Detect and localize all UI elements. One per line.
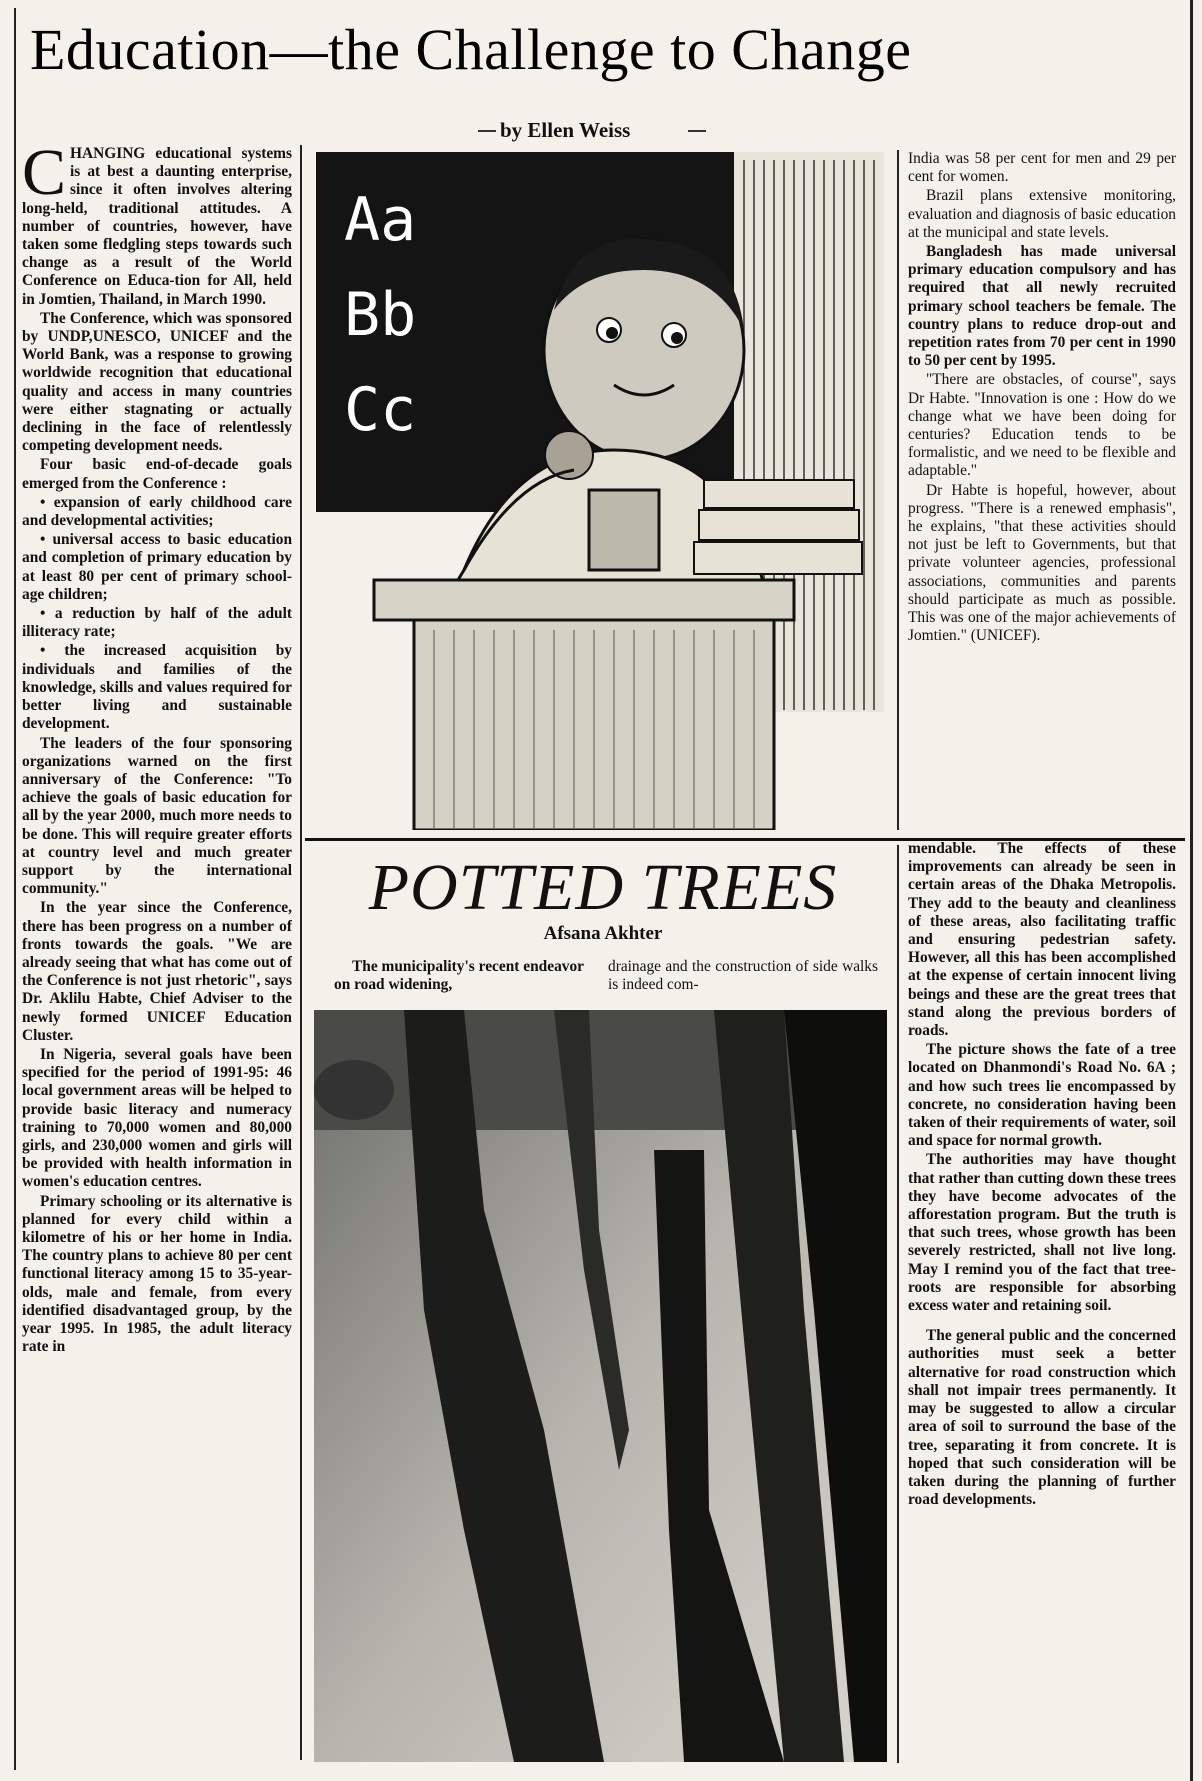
article-column-right — [908, 150, 1176, 830]
paragraph: Brazil plans extensive monitoring, evaluation and diagnosis of basic education at the municipal and state levels. — [908, 187, 1176, 241]
tree-photo — [314, 1010, 887, 1762]
paragraph: drainage and the construction of side walks is indeed com- — [608, 958, 878, 994]
potted-column-right — [908, 840, 1176, 1760]
paragraph: Bangladesh has made universal primary education compulsory and has required that all newly recruited primary school teachers be female. The country plans to reduce drop-out and repetition rates from 70 per cent in 1990 to 50 per cent by 1995. — [908, 243, 1176, 370]
desk — [374, 580, 794, 620]
byline-rule-left — [478, 130, 496, 132]
paragraph: The municipality's recent endeavor on road widening, — [334, 958, 584, 994]
potted-column-a — [334, 958, 584, 1006]
goal-bullet: • a reduction by half of the adult illiteracy rate; — [22, 605, 292, 641]
paragraph: The general public and the concerned authorities must seek a better alternative for road construction which shall not impair trees permanently. It may be suggested to allow a circular area of soil to surround the base of the tree, separating it from concrete. It is hoped that such consideration will be taken during the planning of further road developments. — [908, 1327, 1176, 1509]
goal-bullet: • universal access to basic education and completion of primary education by at least 80 per cent of primary school-age children; — [22, 531, 292, 603]
article-headline: Education—the Challenge to Change — [30, 17, 912, 82]
column-divider — [897, 150, 899, 830]
paragraph: Four basic end-of-decade goals emerged from the Conference : — [22, 456, 292, 492]
column-divider — [897, 845, 899, 1763]
potted-trees-author: Afsana Akhter — [543, 923, 663, 944]
article-byline: by Ellen Weiss — [500, 118, 631, 142]
paragraph: In Nigeria, several goals have been specified for the period of 1991-95: 46 local government areas will be helped to provide basic literacy and numeracy training to 70,000 women and 80,000 girls, and 230,000 women and girls will be provided with health information in women's education centres. — [22, 1045, 292, 1191]
goal-bullet: • expansion of early childhood care and developmental activities; — [22, 493, 292, 530]
article-column-left — [22, 145, 292, 1760]
blackboard-letter: Cc — [344, 375, 417, 445]
potted-trees-headline: POTTED TREES — [368, 851, 838, 924]
paragraph: The picture shows the fate of a tree located on Dhanmondi's Road No. 6A ; and how such trees lie encompassed by concrete, no consideration having been taken of their requirements of water, soil and space for normal growth. — [908, 1041, 1176, 1150]
paragraph: mendable. The effects of these improvements can already be seen in certain areas of the Dhaka Metropolis. They add to the beauty and cleanliness of these areas, also facilitating traffic and ensuring pedestrian safety. However, all this has been accomplished at the expense of certain innocent living beings and these are the great trees that stand along the previous borders of roads. — [908, 840, 1176, 1040]
column-divider — [300, 145, 302, 1760]
paragraph: The authorities may have thought that rather than cutting down these trees they have become advocates of the afforestation program. But the truth is that such trees, whose growth has been severely restricted, shall not live long. May I remind you of the fact that tree-roots are responsible for absorbing excess water and retaining soil. — [908, 1151, 1176, 1315]
goal-bullet: • the increased acquisition by individuals and families of the knowledge, skills and values required for better living and sustainable development. — [22, 642, 292, 733]
cup — [589, 490, 659, 570]
paragraph: HANGING educational systems is at best a daunting enterprise, since it often involves altering long-held, traditional attitudes. A number of countries, however, have taken some fledgling steps towards such change as a result of the World Conference on Educa-tion for All, held in Jomtien, Thailand, in March 1990. — [22, 145, 292, 308]
paragraph: "There are obstacles, of course", says Dr Habte. "Innovation is one : How do we change what we have been doing for centuries? Education tends to be formalistic, and we need to be flexible and adaptable." — [908, 371, 1176, 480]
blackboard-letter: Bb — [344, 280, 417, 350]
book-stack — [704, 480, 854, 508]
paragraph: The leaders of the four sponsoring organizations warned on the first anniversary of the Conference: "To achieve the goals of basic education for all by the year 2000, much more needs to be done. This will require greater efforts at country level and much greater support by the international community." — [22, 734, 292, 898]
child-illustration — [314, 150, 887, 830]
drop-cap: C — [22, 145, 67, 209]
byline-rule-right — [688, 130, 706, 132]
paragraph: The Conference, which was sponsored by UNDP,UNESCO, UNICEF and the World Bank, was a response to growing worldwide recognition that educational quality and access in many countries were either stagnating or actually declining in the face of relentlessly competing development needs. — [22, 309, 292, 455]
potted-column-b — [608, 958, 878, 1006]
paragraph: Primary schooling or its alternative is planned for every child within a kilometre of his or her home in India. The country plans to achieve 80 per cent functional literacy among 15 to 35-year-olds, male and female, from every identified disadvantaged group, by the year 1995. In 1985, the adult literacy rate in — [22, 1192, 292, 1356]
page-edge — [1190, 0, 1193, 1781]
paragraph: Dr Habte is hopeful, however, about progress. "There is a renewed emphasis", he explains, "that these activities should not just be left to Governments, but that private volunteer agencies, professional associations, communities and parents should participate as much as possible. This was one of the major achievements of Jomtien." (UNICEF). — [908, 481, 1176, 645]
paragraph: India was 58 per cent for men and 29 per cent for women. — [908, 150, 1176, 186]
paragraph: In the year since the Conference, there has been progress on a number of fronts towards the goals. "We are already seeing that what has come out of the Conference is not just rhetoric", says Dr. Aklilu Habte, Chief Adviser to the newly formed UNICEF Education Cluster. — [22, 899, 292, 1044]
blackboard-letter: Aa — [344, 185, 417, 255]
